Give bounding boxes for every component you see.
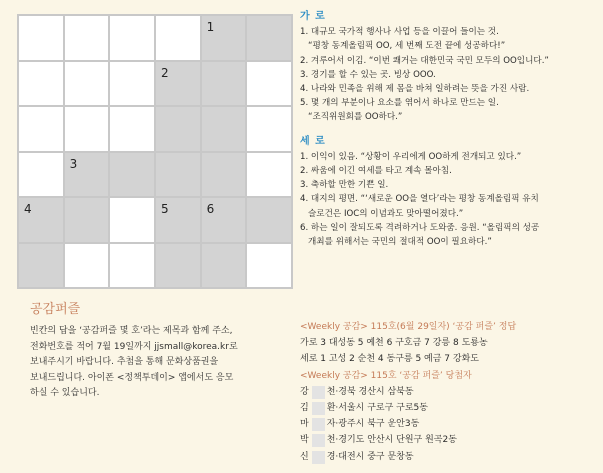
crossword-grid <box>17 14 293 289</box>
grid-cell <box>246 61 292 107</box>
clue-number: 5 <box>161 202 169 216</box>
winner-location: 천·경기도 안산시 단원구 원곡2동 <box>326 435 457 446</box>
clue-item <box>300 54 598 68</box>
clue-text: 2. 싸움에 이긴 여세를 타고 계속 몰아침. <box>300 166 452 177</box>
instruction-line: 보내드립니다. 아이폰 <정책투데이> 앱에서도 응모 <box>30 372 234 383</box>
clue-text: 4. 대지의 평면. “‘새로운 OO을 열다’라는 평창 동계올림픽 유치 <box>300 194 539 205</box>
clue-panel <box>300 10 598 249</box>
grid-cell <box>155 197 201 243</box>
clue-example: 개최를 위해서는 국민의 절대적 OO이 필요하다.” <box>308 237 492 248</box>
grid-cell <box>109 61 155 107</box>
winner-row <box>300 449 598 465</box>
clue-item <box>300 150 598 164</box>
clue-text: 5. 몇 개의 부분이나 요소를 엮어서 하나로 만드는 일. <box>300 98 499 109</box>
grid-cell <box>155 152 201 198</box>
grid-cell <box>155 243 201 289</box>
grid-cell <box>201 61 247 107</box>
winner-surname: 박 <box>300 435 309 446</box>
grid-cell <box>109 15 155 61</box>
across-title: 가 로 <box>300 11 326 22</box>
clue-text: 6. 하는 일이 잘되도록 격려하거나 도와줌. 응원. “올림픽의 성공 <box>300 222 540 233</box>
winner-row <box>300 432 598 448</box>
puzzle-instructions <box>30 324 292 402</box>
winner-location: 자·광주시 북구 운안3동 <box>326 419 420 430</box>
clue-example: “평창 동계올림픽 OO, 세 번째 도전 끝에 성공하다!” <box>308 41 506 52</box>
grid-cell <box>201 15 247 61</box>
answers-heading: <Weekly 공감> 115호(6월 29일자) ‘공감 퍼즐’ 정답 <box>300 322 517 332</box>
clue-number: 2 <box>161 65 169 80</box>
clue-item <box>300 192 598 220</box>
redacted-name <box>312 434 325 447</box>
grid-cell <box>201 243 247 289</box>
grid-cell <box>246 197 292 243</box>
down-clue-list <box>300 150 598 249</box>
grid-cell <box>64 106 110 152</box>
winner-surname: 마 <box>300 419 309 430</box>
winner-surname: 김 <box>300 403 309 414</box>
clue-example: “조직위원회를 OO하다.” <box>308 112 403 123</box>
redacted-name <box>312 418 325 431</box>
grid-cell <box>64 15 110 61</box>
grid-cell <box>18 15 64 61</box>
winner-row <box>300 384 598 400</box>
puzzle-info <box>30 298 292 402</box>
clue-item <box>300 68 598 82</box>
winner-location: 환·서울시 구로구 구로5동 <box>326 403 428 414</box>
clue-number: 6 <box>206 202 215 216</box>
clue-text: 4. 나라와 민족을 위해 제 몸을 바쳐 일하려는 뜻을 가진 사람. <box>300 84 530 95</box>
grid-cell <box>155 15 201 61</box>
winner-location: 천·경북 경산시 삼북동 <box>326 386 414 397</box>
grid-cell <box>155 106 201 152</box>
puzzle-title: 공감퍼즐 <box>30 302 81 317</box>
winners-heading: <Weekly 공감> 115호 ‘공감 퍼즐’ 당첨자 <box>300 370 472 381</box>
clue-item <box>300 178 598 192</box>
grid-cell <box>18 106 64 152</box>
grid-cell <box>109 152 155 198</box>
clue-item <box>300 82 598 96</box>
instruction-line: 빈칸의 답을 ‘공감퍼즐 몇 호’라는 제목과 함께 주소, <box>30 326 233 336</box>
instruction-line: 전화번호를 적어 7월 19일까지 jjsmall@korea.kr로 <box>30 341 238 352</box>
grid-cell <box>18 152 64 198</box>
winner-row <box>300 400 598 416</box>
clue-item <box>300 164 598 178</box>
winner-surname: 신 <box>300 451 309 462</box>
clue-item <box>300 25 598 53</box>
winner-surname: 강 <box>300 386 309 397</box>
grid-cell <box>64 197 110 243</box>
clue-text: 1. 대규모 국가적 행사나 사업 등을 이끌어 들이는 것. <box>300 27 499 38</box>
grid-cell <box>155 61 201 107</box>
grid-cell <box>201 152 247 198</box>
answers-down: 세로 1 고성 2 순천 4 동구릉 5 예금 7 강화도 <box>300 354 479 365</box>
clue-item <box>300 221 598 249</box>
redacted-name <box>312 386 325 399</box>
grid-cell <box>18 197 64 243</box>
grid-cell <box>246 243 292 289</box>
redacted-name <box>312 402 325 415</box>
grid-cell <box>18 61 64 107</box>
grid-cell <box>246 152 292 198</box>
redacted-name <box>312 451 325 464</box>
grid-cell <box>201 106 247 152</box>
clue-text: 3. 축하할 만한 기쁜 일. <box>300 180 389 191</box>
clue-text: 3. 경기를 할 수 있는 곳. 빙상 OOO. <box>300 69 436 80</box>
grid-cell <box>201 197 247 243</box>
grid-cell <box>109 106 155 152</box>
grid-cell <box>246 106 292 152</box>
grid-cell <box>64 243 110 289</box>
clue-text: 1. 이익이 있음. “상황이 우리에게 OO하게 전개되고 있다.” <box>300 151 522 162</box>
clue-example: 슬로건은 IOC의 이념과도 맞아떨어졌다.” <box>308 208 464 219</box>
instruction-line: 하실 수 있습니다. <box>30 388 100 398</box>
grid-cell <box>64 152 110 198</box>
grid-cell <box>246 15 292 61</box>
clue-item <box>300 96 598 124</box>
answers-across: 가로 3 대성동 5 예천 6 구호금 7 강릉 8 도룡농 <box>300 338 488 349</box>
grid-cell <box>109 243 155 289</box>
instruction-line: 보내주시기 바랍니다. 추첨을 통해 문화상품권을 <box>30 357 219 367</box>
winners-list <box>300 384 598 465</box>
grid-cell <box>109 197 155 243</box>
down-title: 세 로 <box>300 135 326 147</box>
winner-row <box>300 416 598 432</box>
grid-cell <box>64 61 110 107</box>
across-clue-list <box>300 25 598 124</box>
answers-section <box>300 319 598 465</box>
clue-number: 4 <box>24 202 32 216</box>
clue-number: 1 <box>206 20 215 34</box>
clue-number: 3 <box>69 156 78 171</box>
winner-location: 경·대전시 중구 문창동 <box>326 451 414 462</box>
grid-cell <box>18 243 64 289</box>
clue-text: 2. 겨루어서 이김. “이번 쾌거는 대한민국 국민 모두의 OO입니다.” <box>300 55 549 66</box>
